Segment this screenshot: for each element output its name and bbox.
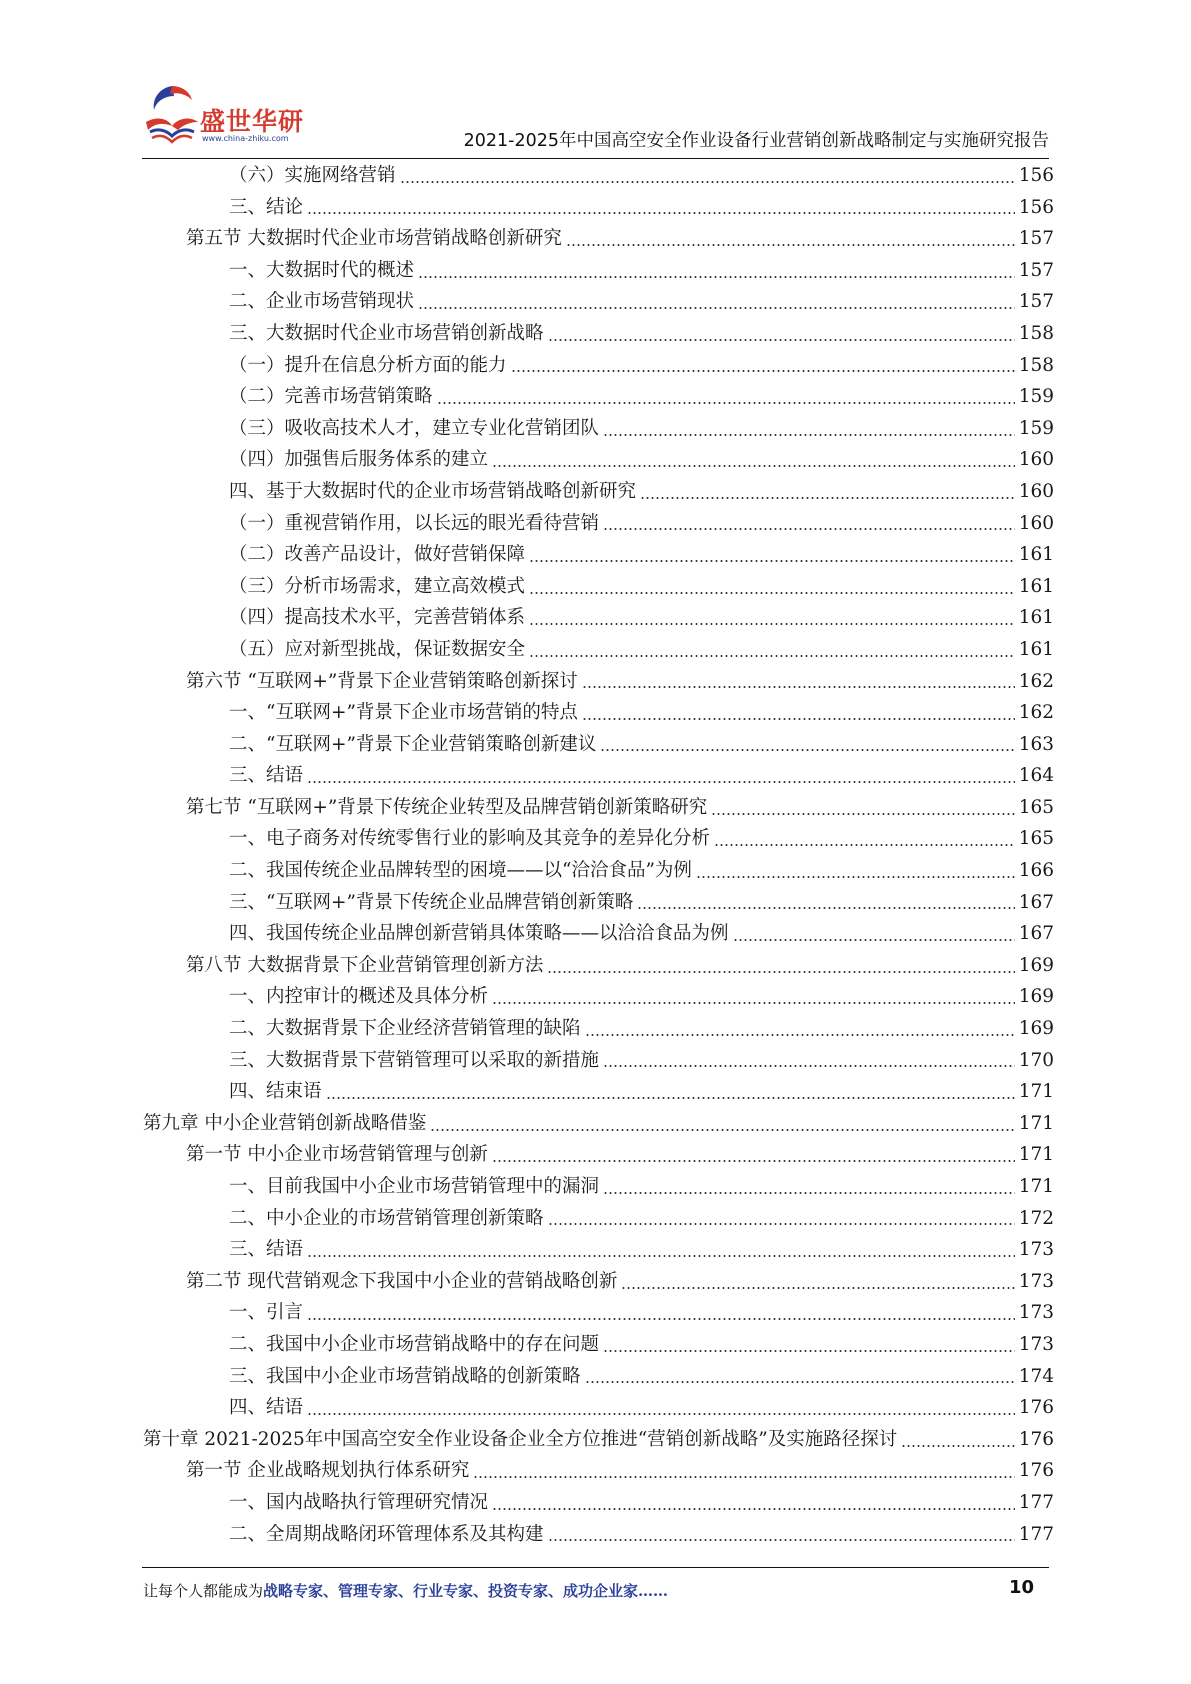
toc-dot-leader [492, 1002, 1015, 1004]
toc-dot-leader [637, 907, 1014, 909]
footer-slogan [143, 1580, 668, 1601]
logo-emblem-icon [142, 82, 202, 144]
toc-entry-title: （二）完善市场营销策略 [229, 386, 433, 408]
toc-entry[interactable] [143, 634, 1054, 666]
toc-dot-leader [603, 1192, 1015, 1194]
toc-dot-leader [430, 1129, 1014, 1131]
toc-entry-page: 162 [1018, 670, 1054, 692]
toc-entry-title: （四）提高技术水平，完善营销体系 [229, 607, 526, 629]
toc-entry[interactable] [143, 1329, 1054, 1361]
toc-entry-page: 173 [1018, 1239, 1054, 1261]
toc-entry-title: （五）应对新型挑战，保证数据安全 [229, 638, 526, 660]
toc-entry-title: 第六节 “互联网+”背景下企业营销策略创新探讨 [186, 670, 578, 692]
toc-entry-page: 163 [1018, 733, 1054, 755]
toc-entry[interactable] [143, 855, 1054, 887]
toc-entry-title: 第八节 大数据背景下企业营销管理创新方法 [186, 954, 544, 976]
toc-entry-title: 第一节 中小企业市场营销管理与创新 [186, 1144, 488, 1166]
toc-entry[interactable] [143, 1266, 1054, 1298]
toc-entry[interactable] [143, 350, 1054, 382]
toc-entry-page: 177 [1018, 1491, 1054, 1513]
toc-entry[interactable] [143, 381, 1054, 413]
toc-entry[interactable] [143, 1171, 1054, 1203]
toc-entry-page: 157 [1018, 228, 1054, 250]
toc-entry-page: 160 [1018, 449, 1054, 471]
toc-entry-page: 177 [1018, 1523, 1054, 1545]
toc-entry-page: 173 [1018, 1270, 1054, 1292]
footer-slogan-emphasis: 战略专家、管理专家、行业专家、投资专家、成功企业家…… [263, 1582, 669, 1600]
toc-entry[interactable] [143, 1392, 1054, 1424]
toc-entry[interactable] [143, 1076, 1054, 1108]
toc-dot-leader [529, 560, 1015, 562]
toc-entry[interactable] [143, 1519, 1054, 1551]
toc-entry[interactable] [143, 192, 1054, 224]
toc-dot-leader [582, 718, 1015, 720]
toc-entry[interactable] [143, 1361, 1054, 1393]
toc-entry-page: 169 [1018, 954, 1054, 976]
toc-dot-leader [901, 1445, 1014, 1447]
toc-entry-page: 159 [1018, 386, 1054, 408]
toc-entry[interactable] [143, 476, 1054, 508]
toc-entry[interactable] [143, 318, 1054, 350]
toc-dot-leader [714, 844, 1015, 846]
toc-dot-leader [548, 339, 1015, 341]
toc-entry[interactable] [143, 1455, 1054, 1487]
toc-dot-leader [492, 1160, 1015, 1162]
toc-entry[interactable] [143, 1297, 1054, 1329]
toc-dot-leader [548, 1539, 1015, 1541]
toc-entry-page: 160 [1018, 512, 1054, 534]
toc-entry[interactable] [143, 255, 1054, 287]
toc-entry[interactable] [143, 729, 1054, 761]
toc-entry-title: 三、大数据时代企业市场营销创新战略 [229, 322, 544, 344]
toc-entry[interactable] [143, 1139, 1054, 1171]
logo-name: 盛世华研 [200, 107, 305, 136]
toc-entry-page: 157 [1018, 291, 1054, 313]
toc-dot-leader [696, 876, 1015, 878]
toc-entry[interactable] [143, 539, 1054, 571]
toc-entry-title: 三、“互联网+”背景下传统企业品牌营销创新策略 [229, 891, 634, 913]
toc-dot-leader [585, 1034, 1015, 1036]
toc-entry-page: 165 [1018, 828, 1054, 850]
toc-entry-page: 165 [1018, 796, 1054, 818]
toc-entry[interactable] [143, 760, 1054, 792]
toc-entry-page: 164 [1018, 765, 1054, 787]
toc-dot-leader [307, 212, 1015, 214]
toc-entry[interactable] [143, 887, 1054, 919]
toc-entry[interactable] [143, 508, 1054, 540]
toc-entry-page: 171 [1018, 1081, 1054, 1103]
toc-entry-page: 169 [1018, 1018, 1054, 1040]
toc-entry-title: 二、大数据背景下企业经济营销管理的缺陷 [229, 1018, 581, 1040]
toc-dot-leader [492, 465, 1015, 467]
toc-entry-title: 四、我国传统企业品牌创新营销具体策略——以洽洽食品为例 [229, 923, 729, 945]
toc-entry[interactable] [143, 1013, 1054, 1045]
toc-entry[interactable] [143, 160, 1054, 192]
toc-entry-title: 第七节 “互联网+”背景下传统企业转型及品牌营销创新策略研究 [186, 796, 708, 818]
toc-entry[interactable] [143, 1487, 1054, 1519]
toc-entry-title: 第五节 大数据时代企业市场营销战略创新研究 [186, 228, 562, 250]
toc-entry-title: 三、结论 [229, 196, 304, 218]
toc-entry[interactable] [143, 1045, 1054, 1077]
toc-dot-leader [733, 939, 1015, 941]
company-logo [142, 82, 312, 152]
toc-entry-page: 157 [1018, 259, 1054, 281]
toc-entry[interactable] [143, 666, 1054, 698]
toc-entry-page: 174 [1018, 1365, 1054, 1387]
page-number: 10 [1008, 1577, 1034, 1598]
toc-entry-title: 一、电子商务对传统零售行业的影响及其竞争的差异化分析 [229, 828, 711, 850]
toc-entry[interactable] [143, 981, 1054, 1013]
toc-entry[interactable] [143, 413, 1054, 445]
toc-dot-leader [529, 655, 1015, 657]
toc-dot-leader [307, 781, 1015, 783]
toc-dot-leader [603, 1065, 1015, 1067]
toc-entry-title: （六）实施网络营销 [229, 165, 396, 186]
toc-entry-title: 一、内控审计的概述及具体分析 [229, 986, 489, 1008]
toc-entry-page: 162 [1018, 702, 1054, 724]
toc-entry-page: 160 [1018, 480, 1054, 502]
toc-entry-page: 159 [1018, 417, 1054, 439]
toc-entry-page: 176 [1018, 1460, 1054, 1482]
toc-dot-leader [585, 1381, 1015, 1383]
toc-entry-title: 二、我国传统企业品牌转型的困境——以“洽洽食品”为例 [229, 860, 692, 882]
toc-entry[interactable] [143, 286, 1054, 318]
toc-dot-leader [548, 1223, 1015, 1225]
toc-dot-leader [400, 181, 1015, 183]
table-of-contents [143, 160, 1054, 1550]
toc-entry-title: 一、国内战略执行管理研究情况 [229, 1491, 489, 1513]
toc-entry-title: （一）提升在信息分析方面的能力 [229, 354, 507, 376]
toc-entry[interactable] [143, 1203, 1054, 1235]
toc-entry-page: 166 [1018, 860, 1054, 882]
toc-entry-title: 四、结语 [229, 1397, 304, 1419]
toc-entry-title: （三）吸收高技术人才，建立专业化营销团队 [229, 417, 600, 439]
toc-dot-leader [511, 370, 1015, 372]
toc-dot-leader [529, 592, 1015, 594]
toc-dot-leader [603, 1350, 1015, 1352]
toc-entry[interactable] [143, 571, 1054, 603]
toc-entry-page: 167 [1018, 923, 1054, 945]
toc-entry-page: 167 [1018, 891, 1054, 913]
toc-entry-title: 三、结语 [229, 1239, 304, 1261]
toc-entry[interactable] [143, 697, 1054, 729]
toc-entry[interactable] [143, 792, 1054, 824]
toc-entry-title: 第二节 现代营销观念下我国中小企业的营销战略创新 [186, 1270, 618, 1292]
toc-entry-page: 173 [1018, 1333, 1054, 1355]
toc-entry-title: 一、大数据时代的概述 [229, 259, 415, 281]
toc-dot-leader [307, 1255, 1015, 1257]
toc-entry-page: 158 [1018, 322, 1054, 344]
toc-entry-title: 第一节 企业战略规划执行体系研究 [186, 1460, 470, 1482]
toc-entry[interactable] [143, 223, 1054, 255]
toc-entry-title: 一、“互联网+”背景下企业市场营销的特点 [229, 702, 578, 724]
toc-entry[interactable] [143, 1424, 1054, 1456]
toc-entry-title: （一）重视营销作用，以长远的眼光看待营销 [229, 512, 600, 534]
page-header [0, 0, 1191, 160]
toc-entry[interactable] [143, 602, 1054, 634]
toc-dot-leader [418, 307, 1015, 309]
toc-dot-leader [566, 244, 1015, 246]
toc-entry[interactable] [143, 1108, 1054, 1140]
toc-entry-page: 169 [1018, 986, 1054, 1008]
toc-dot-leader [326, 1097, 1015, 1099]
toc-entry-page: 161 [1018, 638, 1054, 660]
toc-dot-leader [621, 1287, 1014, 1289]
toc-entry[interactable] [143, 823, 1054, 855]
toc-entry-page: 176 [1018, 1397, 1054, 1419]
toc-dot-leader [418, 276, 1015, 278]
toc-entry[interactable] [143, 950, 1054, 982]
toc-dot-leader [603, 528, 1015, 530]
toc-entry-title: （三）分析市场需求，建立高效模式 [229, 575, 526, 597]
toc-entry-page: 156 [1018, 196, 1054, 218]
toc-entry[interactable] [143, 444, 1054, 476]
toc-entry-page: 161 [1018, 544, 1054, 566]
toc-dot-leader [307, 1318, 1015, 1320]
toc-dot-leader [473, 1476, 1014, 1478]
header-divider [142, 158, 1049, 159]
toc-entry-title: 三、大数据背景下营销管理可以采取的新措施 [229, 1049, 600, 1071]
toc-entry[interactable] [143, 918, 1054, 950]
toc-dot-leader [529, 623, 1015, 625]
toc-entry-page: 171 [1018, 1176, 1054, 1197]
toc-entry-page: 171 [1018, 1112, 1054, 1134]
toc-dot-leader [603, 434, 1015, 436]
toc-entry-title: 二、全周期战略闭环管理体系及其构建 [229, 1523, 544, 1545]
toc-entry-title: （四）加强售后服务体系的建立 [229, 449, 489, 471]
toc-entry-title: 二、“互联网+”背景下企业营销策略创新建议 [229, 733, 597, 755]
toc-entry-title: 第十章 2021-2025年中国高空安全作业设备企业全方位推进“营销创新战略”及实施路径探讨 [143, 1428, 898, 1450]
toc-entry-page: 171 [1018, 1144, 1054, 1166]
toc-entry-title: 二、企业市场营销现状 [229, 291, 415, 313]
footer-slogan-lead: 让每个人都能成为 [143, 1582, 264, 1600]
toc-entry-page: 176 [1018, 1428, 1054, 1450]
toc-entry-title: 二、中小企业的市场营销管理创新策略 [229, 1207, 544, 1229]
toc-dot-leader [492, 1508, 1015, 1510]
toc-entry-title: 一、目前我国中小企业市场营销管理中的漏洞 [229, 1176, 600, 1197]
toc-dot-leader [547, 971, 1014, 973]
toc-entry-title: 四、结束语 [229, 1081, 322, 1103]
toc-entry-page: 161 [1018, 607, 1054, 629]
toc-entry-page: 156 [1018, 165, 1054, 186]
logo-url: www.china-zhiku.com [202, 134, 289, 143]
toc-dot-leader [582, 686, 1015, 688]
toc-entry-title: 三、我国中小企业市场营销战略的创新策略 [229, 1365, 581, 1387]
toc-entry-page: 172 [1018, 1207, 1054, 1229]
toc-entry-page: 173 [1018, 1302, 1054, 1324]
toc-entry-page: 170 [1018, 1049, 1054, 1071]
toc-dot-leader [600, 749, 1014, 751]
toc-entry-title: （二）改善产品设计，做好营销保障 [229, 544, 526, 566]
toc-entry[interactable] [143, 1234, 1054, 1266]
toc-entry-title: 四、基于大数据时代的企业市场营销战略创新研究 [229, 480, 637, 502]
footer-divider [142, 1567, 1049, 1568]
report-title: 2021-2025年中国高空安全作业设备行业营销创新战略制定与实施研究报告 [463, 131, 1049, 151]
toc-entry-title: 二、我国中小企业市场营销战略中的存在问题 [229, 1333, 600, 1355]
toc-entry-page: 158 [1018, 354, 1054, 376]
toc-entry-title: 第九章 中小企业营销创新战略借鉴 [143, 1112, 427, 1134]
toc-entry-title: 一、引言 [229, 1302, 304, 1324]
toc-dot-leader [307, 1413, 1015, 1415]
toc-dot-leader [640, 497, 1015, 499]
toc-dot-leader [437, 402, 1015, 404]
toc-entry-title: 三、结语 [229, 765, 304, 787]
toc-dot-leader [711, 813, 1014, 815]
toc-entry-page: 161 [1018, 575, 1054, 597]
